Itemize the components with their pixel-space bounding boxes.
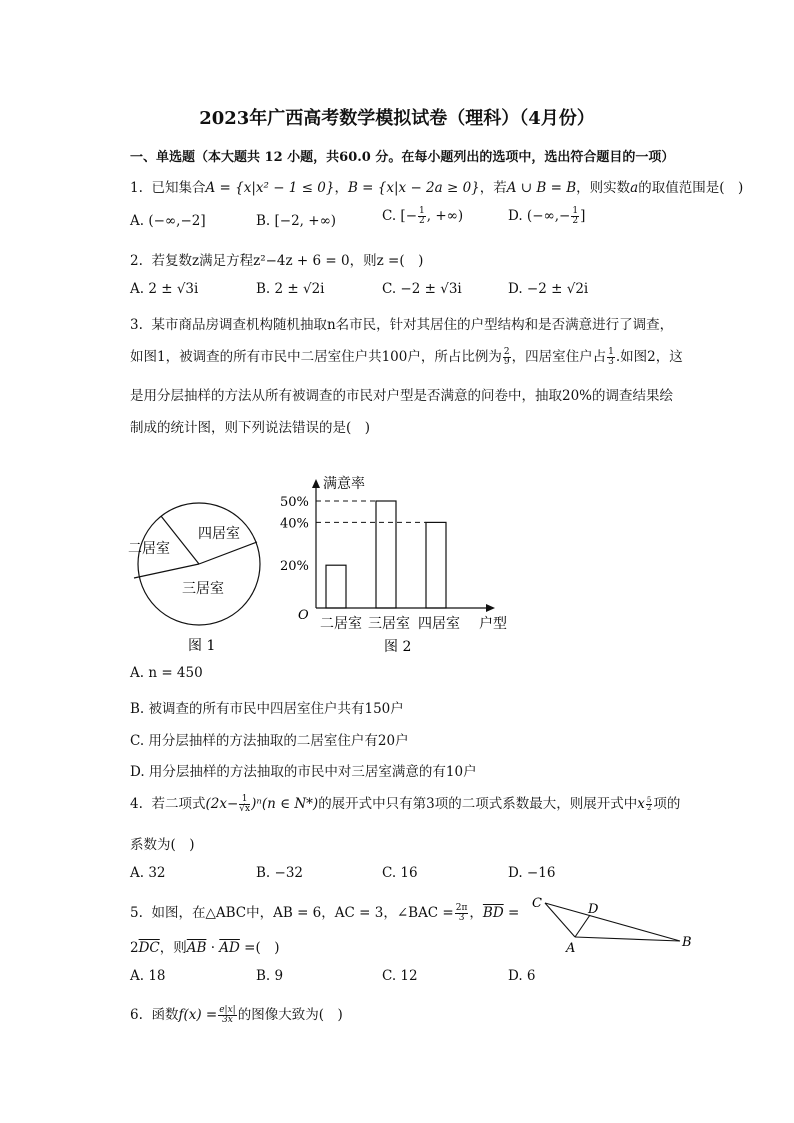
section-heading: 一、单选题（本大题共 12 小题，共60.0 分。在每小题列出的选项中，选出符合题目的一项） <box>130 150 675 165</box>
question-3-line-3: 是用分层抽样的方法从所有被调查的市民对户型是否满意的问卷中，抽取20%的调查结果绘 <box>130 388 674 404</box>
frac-num: 1 <box>419 206 425 216</box>
q3-text: 如图1，被调查的所有市民中二居室住户共100户，所占比例为 <box>130 349 502 365</box>
frac-den: 3 <box>608 357 614 367</box>
question-number: 1. <box>130 180 143 196</box>
frac-den: 3 <box>458 913 465 923</box>
q3-option-c: C. 用分层抽样的方法抽取的二居室住户有20户 <box>130 733 409 749</box>
q1-option-a: A. (−∞,−2] <box>130 213 206 229</box>
y-tick-label: 40% <box>280 516 309 532</box>
q4-expr: )ⁿ(n ∈ N*) <box>251 796 319 812</box>
question-5-line-2 <box>130 936 280 956</box>
fraction <box>418 207 426 226</box>
q4-option-d: D. −16 <box>508 865 556 881</box>
q4-text: 的展开式中只有第3项的二项式系数最大，则展开式中 <box>318 796 638 812</box>
q6-function: f(x) = <box>178 1007 218 1023</box>
q4-option-a: A. 32 <box>130 865 166 881</box>
q3-text: 某市商品房调查机构随机抽取n名市民，针对其居住的户型结构和是否满意进行了调查， <box>151 317 674 333</box>
vector-ab: $\overline{AB}$ <box>186 940 207 956</box>
q1-set-a: A = {x|x² − 1 ≤ 0} <box>205 180 335 196</box>
q4-expr: (2x− <box>205 796 239 812</box>
q1-option-d <box>508 207 585 226</box>
frac-num: 2 <box>503 347 510 357</box>
q3-option-b: B. 被调查的所有市民中四居室住户共有150户 <box>130 701 404 717</box>
q3-text: ，四居室住户占 <box>511 349 607 365</box>
fraction <box>571 207 579 226</box>
pie-divider <box>199 542 257 564</box>
fraction <box>503 348 511 367</box>
q1-d-pre: D. (−∞,− <box>508 208 571 224</box>
frac-den: √x <box>239 804 251 814</box>
triangle-figure <box>528 893 698 955</box>
figure-2-caption: 图 2 <box>384 639 412 655</box>
q5-text: = <box>503 905 520 921</box>
fraction <box>455 904 469 923</box>
q1-option-c <box>382 207 463 226</box>
pie-divider <box>134 564 199 578</box>
q2-option-b: B. 2 ± √2i <box>256 281 325 297</box>
frac-den: 3x <box>222 1015 233 1025</box>
pie-label-three: 三居室 <box>182 581 224 597</box>
origin-label: O <box>298 608 309 623</box>
q4-option-c: C. 16 <box>382 865 418 881</box>
q5-option-d: D. 6 <box>508 968 536 984</box>
q4-text: 若二项式 <box>151 796 206 812</box>
frac-den: 2 <box>572 216 579 226</box>
question-3-line-1 <box>130 313 673 333</box>
x-tick-label: 四居室 <box>418 616 460 632</box>
y-axis-arrow <box>312 479 320 488</box>
q6-text: 的图像大致为( ) <box>237 1007 343 1023</box>
q1-text: 已知集合 <box>151 180 206 196</box>
y-tick-label: 20% <box>280 559 309 575</box>
q1-variable: a <box>630 180 639 196</box>
fraction <box>607 348 615 367</box>
q5-option-a: A. 18 <box>130 968 166 984</box>
vertex-c: C <box>532 896 542 911</box>
frac-den: 2 <box>419 216 425 226</box>
pie-label-four: 四居室 <box>198 526 240 542</box>
vertex-a: A <box>566 941 576 955</box>
frac-num: e|x| <box>219 1005 236 1015</box>
fraction <box>239 795 250 814</box>
vector-dc: $\overline{DC}$ <box>138 940 160 956</box>
q2-option-d: D. −2 ± √2i <box>508 281 589 297</box>
bar-3 <box>426 522 446 608</box>
y-axis-label: 满意率 <box>323 476 365 492</box>
frac-num: 1 <box>239 795 250 805</box>
q5-text: 如图，在△ABC中，AB = 6，AC = 3，∠BAC = <box>151 905 454 921</box>
frac-num: 2π <box>455 903 468 913</box>
fraction <box>218 1006 236 1025</box>
q1-option-b: B. [−2, +∞) <box>256 213 337 229</box>
q1-c-post: , +∞) <box>426 208 464 224</box>
q5-text: =( ) <box>239 940 280 956</box>
pie-figure <box>126 500 276 660</box>
question-number: 6. <box>130 1007 143 1023</box>
q5-text: 2 <box>130 940 139 956</box>
q2-option-c: C. −2 ± √3i <box>382 281 462 297</box>
q4-power-exponent <box>646 797 652 812</box>
vertex-b: B <box>682 935 692 950</box>
frac-den: 9 <box>503 357 510 367</box>
q1-text: ，若 <box>479 180 507 196</box>
frac-num: 1 <box>572 206 579 216</box>
q1-text: ，则实数 <box>576 180 631 196</box>
q2-text: 若复数z满足方程z²−4z + 6 = 0，则z =( ) <box>151 253 424 269</box>
y-tick-label: 50% <box>280 495 309 510</box>
question-3-line-4: 制成的统计图，则下列说法错误的是( ) <box>130 420 371 436</box>
q4-power-base: x <box>637 796 645 812</box>
question-number: 5. <box>130 905 143 921</box>
question-number: 3. <box>130 317 143 333</box>
x-axis-arrow <box>486 604 495 612</box>
vector-bd: $\overline{BD}$ <box>482 905 504 921</box>
figure-1-caption: 图 1 <box>188 638 216 654</box>
segment-ca <box>545 903 575 937</box>
page-title: 2023年广西高考数学模拟试卷（理科）（4月份） <box>199 108 595 129</box>
q3-option-d: D. 用分层抽样的方法抽取的市民中对三居室满意的有10户 <box>130 764 477 780</box>
bar-1 <box>326 565 346 608</box>
question-2-stem <box>130 249 423 269</box>
point-d: D <box>588 902 599 917</box>
question-6-stem <box>130 1003 343 1025</box>
q3-text: .如图2，这 <box>615 349 683 365</box>
x-tick-label: 三居室 <box>368 616 410 632</box>
q1-condition: A ∪ B = B <box>506 180 577 196</box>
q2-option-a: A. 2 ± √3i <box>130 281 199 297</box>
q1-set-b: B = {x|x − 2a ≥ 0} <box>347 180 480 196</box>
segment-ab <box>575 937 680 941</box>
x-tick-label: 二居室 <box>320 616 362 632</box>
q1-c-pre: C. [− <box>382 208 418 224</box>
segment-ad <box>575 915 590 937</box>
question-3-line-2 <box>130 345 683 367</box>
x-axis-label: 户型 <box>479 616 507 632</box>
q1-text: 的取值范围是( ) <box>638 180 744 196</box>
q6-text: 函数 <box>151 1007 179 1023</box>
question-number: 2. <box>130 253 143 269</box>
q5-option-c: C. 12 <box>382 968 418 984</box>
vector-ad: $\overline{AD}$ <box>219 940 240 956</box>
q5-option-b: B. 9 <box>256 968 284 984</box>
frac-num: 1 <box>608 347 614 357</box>
bar-chart <box>278 468 518 658</box>
q1-d-post: ] <box>580 208 586 224</box>
dot-operator: · <box>206 940 220 956</box>
question-5-line-1 <box>130 901 519 923</box>
q4-text: 项的 <box>653 796 681 812</box>
q1-sep: ， <box>334 180 348 196</box>
frac-den: 2 <box>646 804 652 812</box>
q4-option-b: B. −32 <box>256 865 303 881</box>
pie-label-two: 二居室 <box>128 541 170 557</box>
question-4-line-2: 系数为( ) <box>130 837 195 853</box>
q5-text: ， <box>469 905 483 921</box>
q3-option-a: A. n = 450 <box>130 665 203 681</box>
bar-2 <box>376 501 396 608</box>
question-4-line-1 <box>130 792 680 814</box>
segment-cb <box>545 903 680 941</box>
question-number: 4. <box>130 796 143 812</box>
frac-num: 5 <box>646 796 652 804</box>
question-1-stem <box>130 176 743 196</box>
q5-text: ，则 <box>159 940 187 956</box>
